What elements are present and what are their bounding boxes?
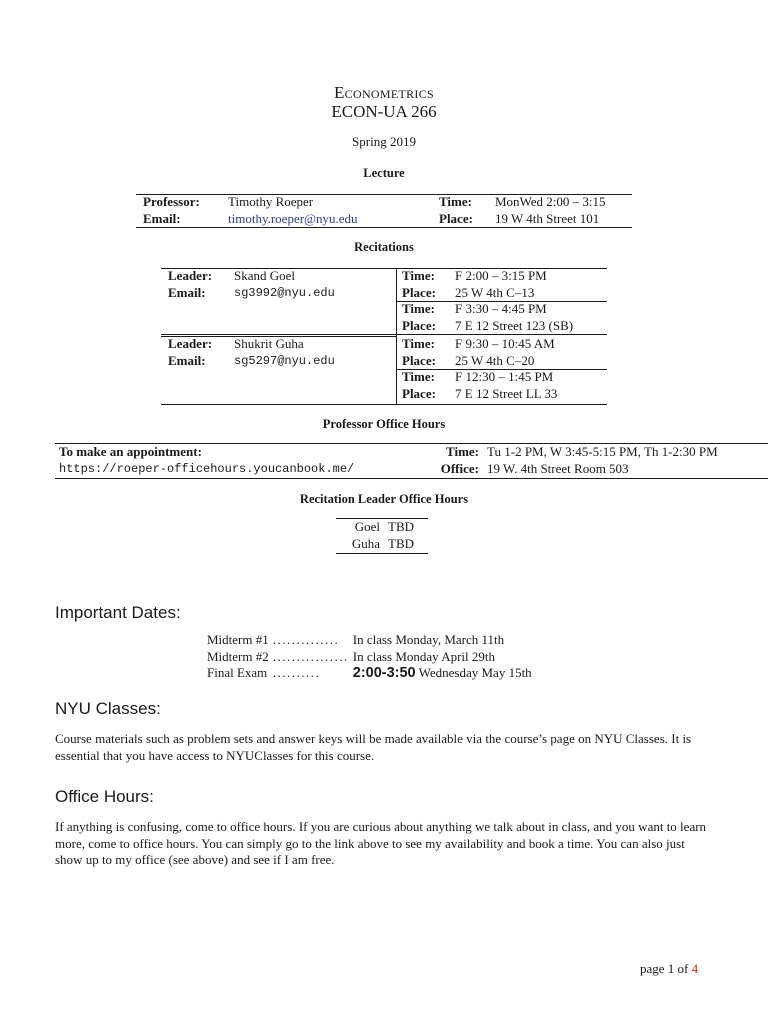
lecture-table — [139, 194, 610, 227]
date-item-dots: .............. — [272, 632, 340, 647]
date-item-value: In class Monday April 29th — [352, 648, 496, 664]
prof-office-hours-title: Professor Office Hours — [322, 417, 446, 431]
session-time-label: Time: — [402, 336, 435, 351]
date-item — [205, 649, 534, 666]
session-place: 25 W 4th C–13 — [455, 284, 535, 300]
office-location: 19 W. 4th Street Room 503 — [487, 460, 629, 476]
date-item — [205, 632, 534, 649]
session-time: F 3:30 – 4:45 PM — [455, 301, 547, 316]
recitation-oh-name: Goel — [354, 519, 380, 534]
office-time-label: Time: — [446, 444, 479, 459]
leader-name: Skand Goel — [234, 268, 296, 283]
leader-label: Leader: — [168, 268, 213, 283]
session-place-label: Place: — [402, 352, 436, 368]
important-dates-list — [205, 632, 534, 682]
leader-email[interactable]: sg3992@nyu.edu — [234, 285, 335, 300]
nyu-classes-heading: NYU Classes: — [55, 699, 161, 718]
leader-label: Leader: — [168, 336, 213, 351]
date-item-name: Midterm #1 — [207, 632, 269, 647]
recitation-oh-name: Guha — [351, 535, 380, 551]
session-time: F 9:30 – 10:45 AM — [455, 336, 555, 351]
date-item-value: In class Monday, March 11th — [352, 632, 505, 647]
recitation-leader-2 — [164, 336, 390, 369]
important-dates-heading: Important Dates: — [55, 603, 181, 622]
professor-email-label: Email: — [143, 210, 181, 226]
office-hours-left — [59, 444, 354, 477]
session-time-label: Time: — [402, 268, 435, 283]
recitation-oh-table — [340, 519, 418, 552]
date-item-value: Wednesday May 15th — [418, 665, 532, 680]
session-place: 7 E 12 Street LL 33 — [455, 385, 558, 401]
page-number — [640, 961, 698, 977]
page-total-link[interactable]: 4 — [691, 961, 699, 976]
course-title: Econometrics — [334, 83, 434, 102]
lecture-time: MonWed 2:00 – 3:15 — [495, 194, 606, 209]
session-time: F 12:30 – 1:45 PM — [455, 369, 554, 384]
session-time-label: Time: — [402, 369, 435, 384]
date-item-name: Midterm #2 — [207, 648, 269, 664]
session-time-label: Time: — [402, 301, 435, 316]
date-item-dots: .......... — [272, 665, 321, 680]
recitations-leader-divider — [161, 334, 607, 335]
office-hours-bottom-rule — [55, 478, 768, 479]
lecture-place: 19 W 4th Street 101 — [495, 210, 600, 226]
appointment-label: To make an appointment: — [59, 444, 202, 459]
semester: Spring 2019 — [352, 134, 416, 149]
leader-name: Shukrit Guha — [234, 336, 304, 351]
professor-label: Professor: — [143, 194, 200, 209]
date-item-value-cell — [351, 665, 534, 682]
nyu-classes-text: Course materials such as problem sets and answer keys will be made available via the course’s page on NYU Classes. It is essential that you have access to NYUClasses for this course. — [55, 731, 692, 763]
session-place: 7 E 12 Street 123 (SB) — [455, 317, 574, 333]
professor-name: Timothy Roeper — [228, 194, 314, 209]
professor-email-link[interactable]: timothy.roeper@nyu.edu — [228, 210, 358, 226]
session-divider-rule — [396, 369, 607, 370]
office-hours-right — [423, 444, 722, 477]
lecture-bottom-rule — [136, 227, 632, 228]
office-hours-heading: Office Hours: — [55, 787, 154, 806]
appointment-link[interactable]: https://roeper-officehours.youcanbook.me/ — [59, 461, 355, 476]
session-time: F 2:00 – 3:15 PM — [455, 268, 547, 283]
office-time: Tu 1-2 PM, W 3:45-5:15 PM, Th 1-2:30 PM — [487, 444, 718, 459]
session-place-label: Place: — [402, 385, 436, 401]
office-location-label: Office: — [440, 460, 479, 476]
recitation-oh-value: TBD — [388, 535, 414, 551]
leader-email[interactable]: sg5297@nyu.edu — [234, 353, 335, 368]
leader-email-label: Email: — [168, 352, 206, 368]
session-place: 25 W 4th C–20 — [455, 352, 535, 368]
office-hours-text: If anything is confusing, come to office hours. If you are curious about anything we talk about in class, and you want to learn more, come to office hours. You can simply go to the link above to see my availability and book a time. You can also just show up to my office (see above) and see if I am free. — [55, 819, 707, 867]
date-item-dots: ................ — [272, 648, 349, 664]
lecture-place-label: Place: — [439, 210, 473, 226]
lecture-time-label: Time: — [439, 194, 472, 209]
recitation-oh-value: TBD — [388, 519, 414, 534]
session-divider-rule — [396, 301, 607, 302]
course-code: ECON-UA 266 — [331, 102, 437, 121]
recitations-bottom-rule — [161, 404, 607, 405]
date-item — [205, 665, 534, 682]
session-place-label: Place: — [402, 284, 436, 300]
final-exam-time: 2:00-3:50 — [352, 665, 416, 681]
session-place-label: Place: — [402, 317, 436, 333]
page-number-prefix: page 1 of — [640, 961, 689, 976]
lecture-section-title: Lecture — [363, 166, 405, 180]
leader-email-label: Email: — [168, 284, 206, 300]
recitations-column-rule — [396, 268, 397, 404]
recitation-oh-bottom-rule — [336, 553, 428, 554]
recitations-section-title: Recitations — [354, 240, 414, 254]
recitation-office-hours-title: Recitation Leader Office Hours — [299, 492, 469, 506]
recitation-leader-1 — [164, 268, 390, 301]
date-item-name: Final Exam — [207, 665, 268, 680]
